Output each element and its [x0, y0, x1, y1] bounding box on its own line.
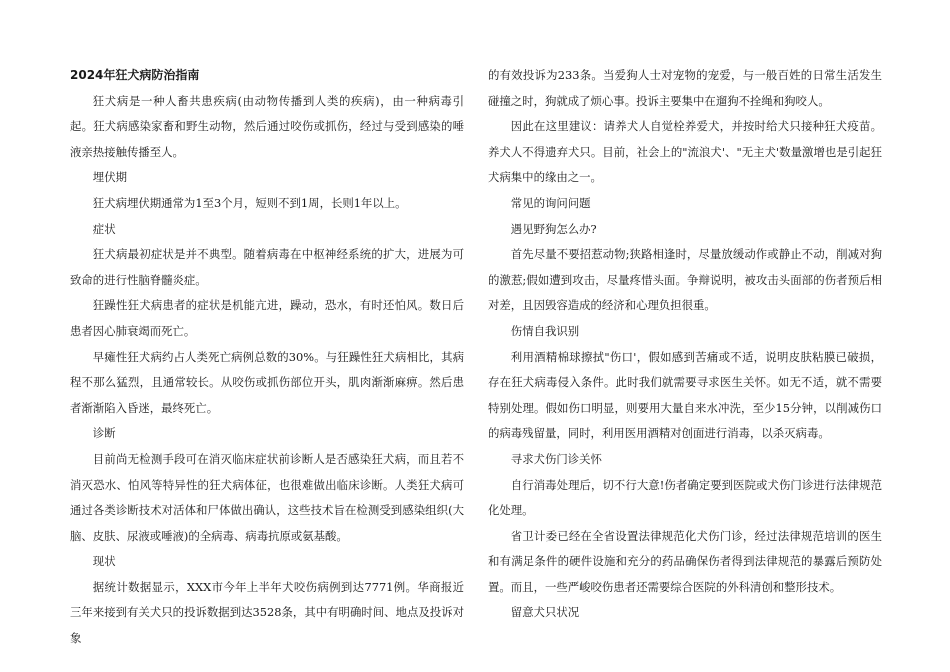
paragraph-continued: 的有效投诉为233条。当爱狗人士对宠物的宠爱，与一般百姓的日常生活发生碰撞之时，狗就成了烦心事。投诉主要集中在遛狗不拴绳和狗咬人。 [488, 68, 882, 108]
paragraph: 省卫计委已经在全省设置法律规范化犬伤门诊，经过法律规范培训的医生和有满足条件的硬件设施和充分的药品确保伤者得到法律规范的暴露后预防处置。而且，一些严峻咬伤患者还需要综合医院的外科清创和整形技术。 [488, 528, 882, 594]
section-heading: 症状 [92, 221, 116, 236]
paragraph: 目前尚无检测手段可在消灭临床症状前诊断人是否感染狂犬病，而且若不消灭恐水、怕风等特异性的狂犬病体征，也很难做出临床诊断。人类狂犬病可通过各类诊断技术对活体和尸体做出确认，这些技术旨在检测受到感染组织(大脑、皮肤、尿液或唾液)的全病毒、病毒抗原或氨基酸。 [70, 451, 464, 543]
paragraph: 狂犬病最初症状是并不典型。随着病毒在中枢神经系统的扩大，进展为可致命的进行性脑脊髓炎症。 [70, 247, 464, 287]
paragraph: 首先尽量不要招惹动物;狭路相逢时，尽量放缓动作或静止不动，削减对狗的激惹;假如遭到攻击，尽量疼惜头面。争辩说明，被攻击头面部的伤者预后相对差，且因毁容造成的经济和心理负担很重。 [488, 247, 882, 313]
section-heading: 寻求犬伤门诊关怀 [510, 451, 602, 466]
document-title: 2024年狂犬病防治指南 [70, 68, 200, 82]
paragraph: 因此在这里建议：请养犬人自觉栓养爱犬，并按时给犬只接种狂犬疫苗。养犬人不得遗弃犬只。目前，社会上的"流浪犬'、"无主犬'数量激增也是引起狂犬病集中的缘由之一。 [488, 119, 882, 185]
section-heading: 诊断 [92, 426, 116, 441]
question-heading: 遇见野狗怎么办? [510, 221, 597, 236]
section-heading: 现状 [92, 554, 116, 569]
paragraph: 狂犬病是一种人畜共患疾病(由动物传播到人类的疾病)，由一种病毒引起。狂犬病感染家畜和野生动物，然后通过咬伤或抓伤，经过与受到感染的唾液亲热接触传播至人。 [70, 93, 464, 159]
section-heading: 伤情自我识别 [510, 323, 580, 338]
paragraph: 狂躁性狂犬病患者的症状是机能亢进，躁动，恐水，有时还怕风。数日后患者因心肺衰竭而死亡。 [70, 298, 464, 338]
section-heading: 常见的询问问题 [510, 195, 591, 210]
right-column [488, 63, 882, 626]
paragraph: 狂犬病埋伏期通常为1至3个月，短则不到1周，长则1年以上。 [92, 195, 407, 210]
paragraph: 据统计数据显示，XXX市今年上半年犬咬伤病例到达7771例。华商报近三年来接到有关犬只的投诉数据到达3528条，其中有明确时间、地点及投诉对象 [70, 579, 464, 646]
section-heading: 留意犬只状况 [510, 605, 580, 620]
paragraph: 自行消毒处理后，切不行大意!伤者确定要到医院或犬伤门诊进行法律规范化处理。 [488, 477, 882, 518]
left-column [70, 63, 464, 652]
paragraph: 早瘫性狂犬病约占人类死亡病例总数的30%。与狂躁性狂犬病相比，其病程不那么猛烈，且通常较长。从咬伤或抓伤部位开头，肌肉渐渐麻痹。然后患者渐渐陷入昏迷，最终死亡。 [70, 349, 464, 415]
paragraph: 利用酒精棉球擦拭"伤口'，假如感到苦痛或不适，说明皮肤粘膜已破损，存在狂犬病毒侵入条件。此时我们就需要寻求医生关怀。如无不适，就不需要特别处理。假如伤口明显，则要用大量自来水冲洗，至少15分钟，以削减伤口的病毒残留量，同时，利用医用酒精对创面进行消毒，以杀灭病毒。 [488, 349, 882, 441]
section-heading: 埋伏期 [92, 170, 127, 185]
